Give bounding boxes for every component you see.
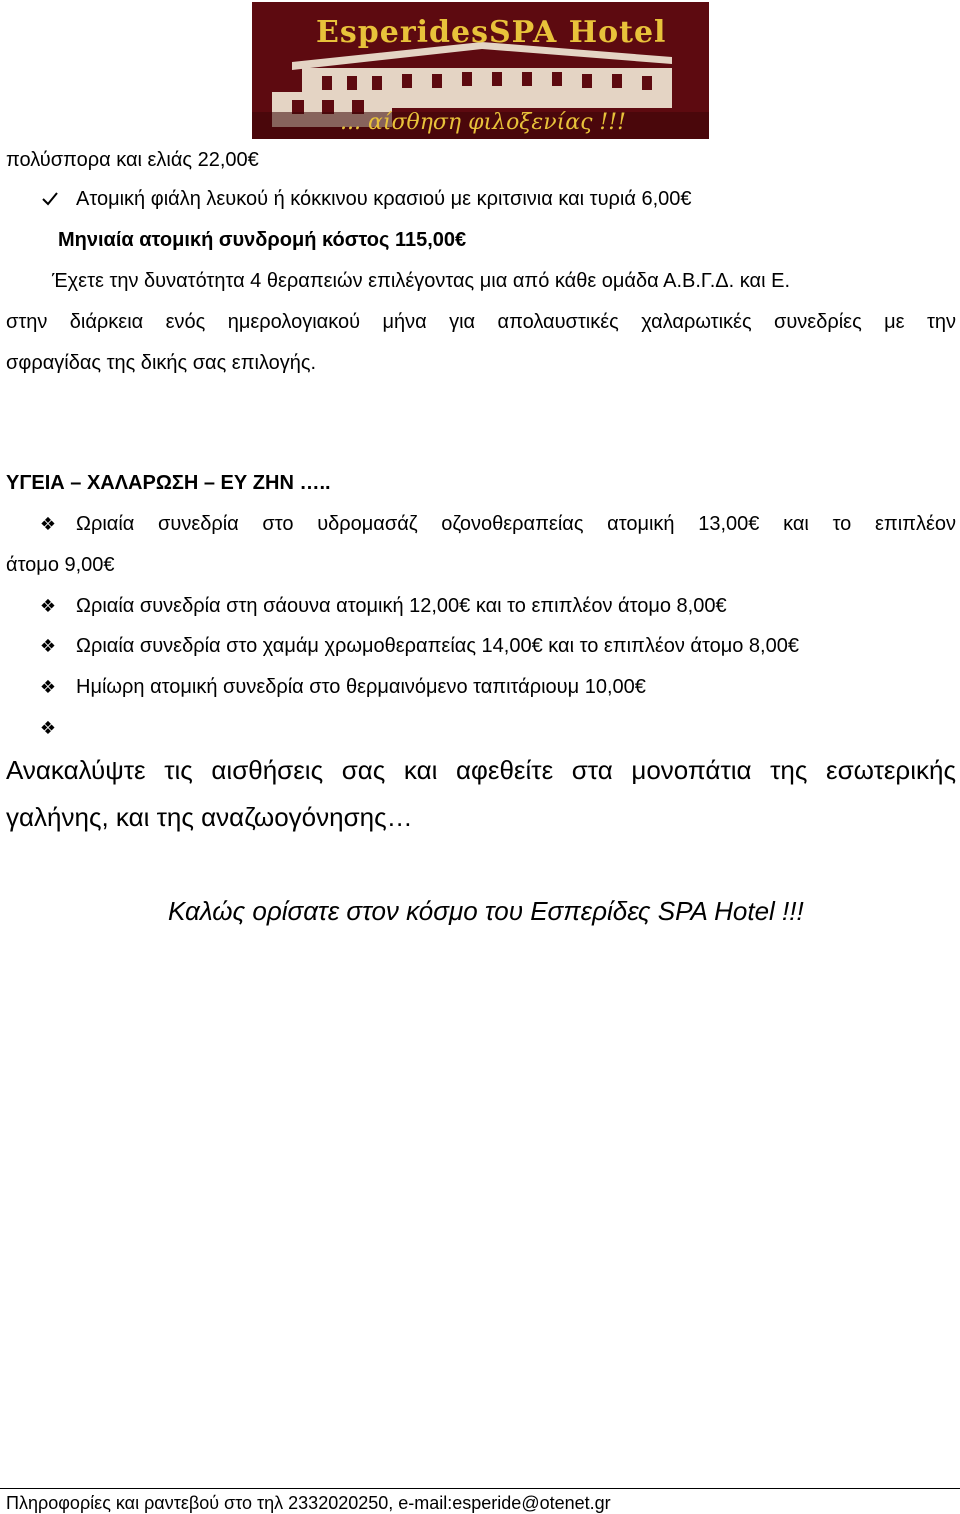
health-heading: ΥΓΕΙΑ – ΧΑΛΑΡΩΣΗ – ΕΥ ΖΗΝ ….. [6, 472, 331, 494]
logo-tagline-text: ... αίσθηση φιλοξενίας !!! [340, 110, 626, 135]
footer-contact: Πληροφορίες και ραντεβού στο τηλ 2332020250, e-mail:esperide@otenet.gr [6, 1493, 611, 1513]
monthly-subscription: Μηνιαία ατομική συνδρομή κόστος 115,00€ [58, 229, 467, 251]
hammam-item: Ωριαία συνεδρία στο χαμάμ χρωμοθεραπείας 14,00€ και το επιπλέον άτομο 8,00€ [76, 635, 799, 657]
choice-line-3: σφραγίδας της δικής σας επιλογής. [6, 352, 317, 374]
choice-line-1: Έχετε την δυνατότητα 4 θεραπειών επιλέγοντας μια από κάθε ομάδα Α.Β.Γ.Δ. και Ε. [52, 270, 790, 292]
wine-bottle-item: Ατομική φιάλη λευκού ή κόκκινου κρασιού με κριτσινια και τυριά 6,00€ [76, 188, 692, 210]
footer-rule [0, 1488, 960, 1489]
four-diamond-icon: ❖ [39, 596, 57, 616]
hydromassage-item-line-2: άτομο 9,00€ [6, 554, 115, 576]
choice-line-2: στην διάρκεια ενός ημερολογιακού μήνα για απολαυστικές χαλαρωτικές συνεδρίες με την [6, 311, 956, 333]
sauna-item: Ωριαία συνεδρία στη σάουνα ατομική 12,00€ και το επιπλέον άτομο 8,00€ [76, 595, 727, 617]
four-diamond-icon: ❖ [39, 636, 57, 656]
closing-line-1: Ανακαλύψτε τις αισθήσεις σας και αφεθείτε στα μονοπάτια της εσωτερικής [6, 755, 956, 785]
logo-brand-text: EsperidesSPA Hotel [316, 15, 667, 50]
check-icon [40, 187, 60, 211]
welcome-message: Καλώς ορίσατε στον κόσμο του Εσπερίδες SPA Hotel !!! [168, 896, 804, 926]
four-diamond-icon: ❖ [39, 677, 57, 697]
four-diamond-icon: ❖ [39, 514, 57, 534]
menu-line-grain-bread: πολύσπορα και ελιάς 22,00€ [6, 149, 259, 171]
hydromassage-item-line-1: Ωριαία συνεδρία στο υδρομασάζ οζονοθεραπείας ατομική 13,00€ και το επιπλέον [76, 513, 956, 535]
four-diamond-icon: ❖ [39, 718, 57, 738]
closing-line-2: γαλήνης, και της αναζωογόνησης… [6, 802, 413, 832]
tepidarium-item: Ημίωρη ατομική συνεδρία στο θερμαινόμενο ταπιτάριουμ 10,00€ [76, 676, 646, 698]
hotel-logo [252, 2, 709, 139]
